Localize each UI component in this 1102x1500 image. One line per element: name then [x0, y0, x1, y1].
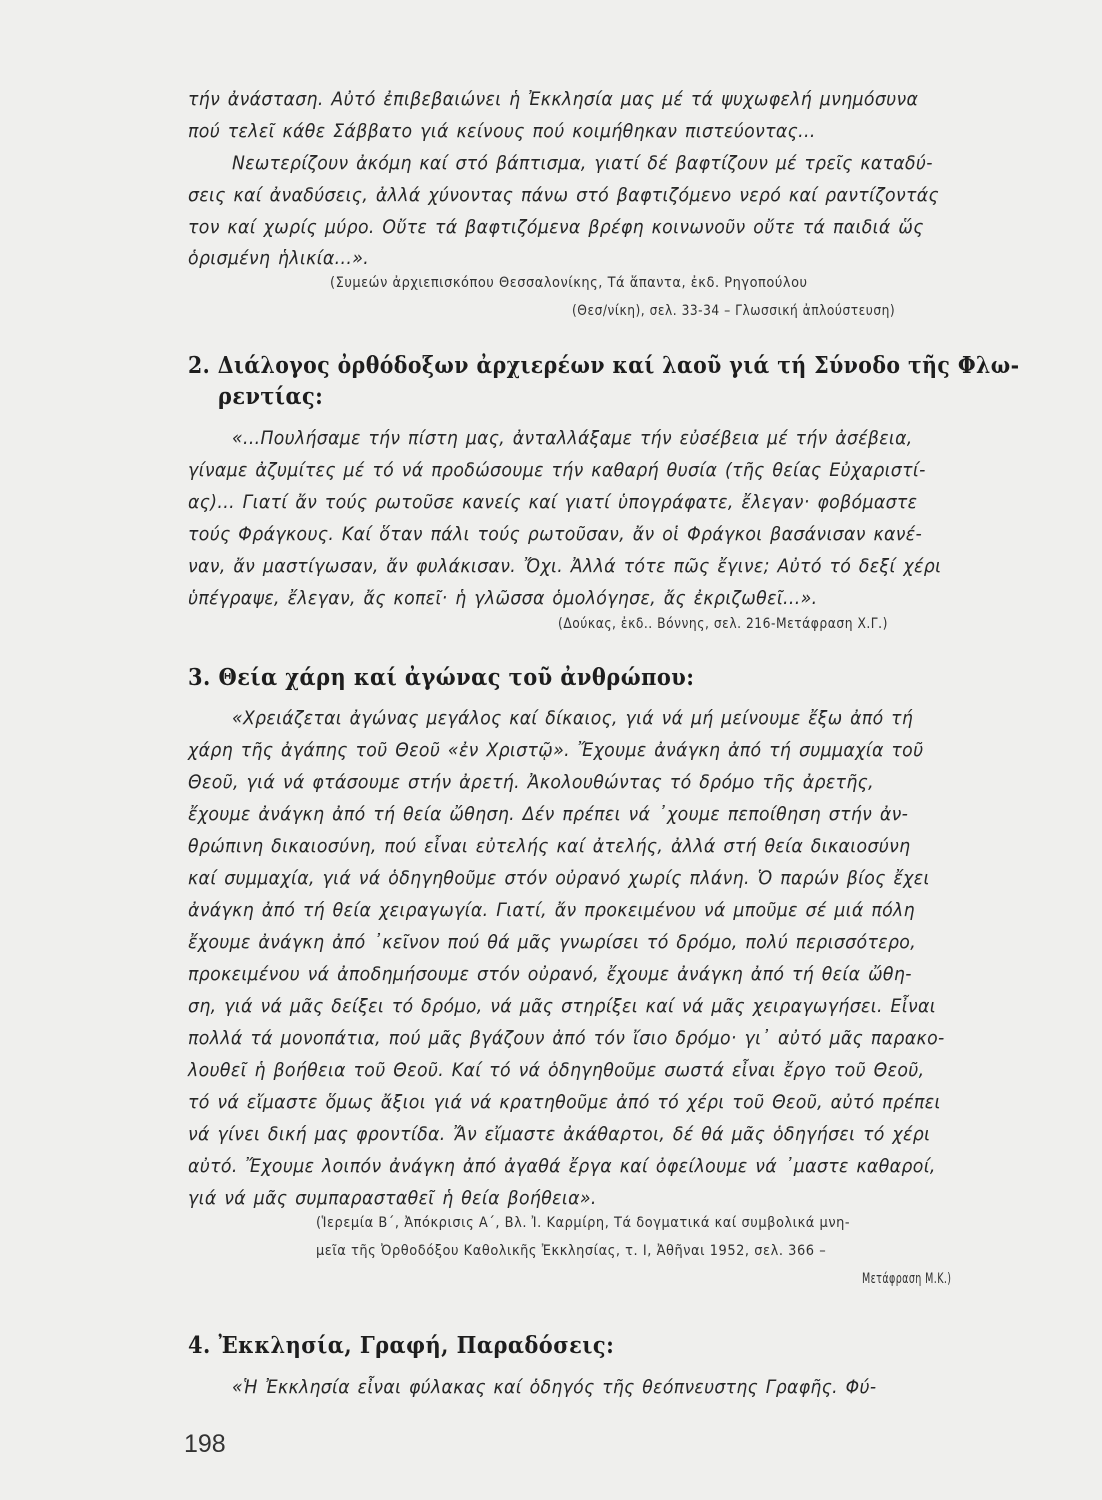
- body-text-line: νά γίνει δική μας φροντίδα. Ἄν εἴμαστε ἀκάθαρτοι, δέ θά μᾶς ὁδηγήσει τό χέρι: [188, 1123, 931, 1145]
- section-heading: 2. Διάλογος ὀρθόδοξων ἀρχιερέων καί λαοῦ γιά τή Σύνοδο τῆς Φλω-: [188, 352, 1020, 379]
- body-text-line: ας)... Γιατί ἄν τούς ρωτοῦσε κανείς καί γιατί ὑπογράφατε, ἔλεγαν· φοβόμαστε: [188, 491, 918, 513]
- body-text-line: καί συμμαχία, γιά νά ὁδηγηθοῦμε στόν οὐρανό χωρίς πλάνη. Ὁ παρών βίος ἔχει: [188, 867, 930, 889]
- body-text-line: προκειμένου νά ἀποδημήσουμε στόν οὐρανό, ἔχουμε ἀνάγκη ἀπό τή θεία ὤθη-: [188, 963, 912, 985]
- body-text-line: σεις καί ἀναδύσεις, ἀλλά χύνοντας πάνω στό βαφτιζόμενο νερό καί ραντίζοντάς: [188, 184, 940, 206]
- body-text-line: χάρη τῆς ἀγάπης τοῦ Θεοῦ «ἐν Χριστῷ». Ἔχουμε ἀνάγκη ἀπό τή συμμαχία τοῦ: [188, 739, 924, 761]
- body-text-line: τον καί χωρίς μύρο. Οὔτε τά βαφτιζόμενα βρέφη κοινωνοῦν οὔτε τά παιδιά ὥς: [188, 216, 924, 238]
- body-text-line: αὐτό. Ἔχουμε λοιπόν ἀνάγκη ἀπό ἀγαθά ἔργα καί ὀφείλουμε νά ᾽μαστε καθαροί,: [188, 1155, 936, 1177]
- body-text-line: ὁρισμένη ἡλικία...».: [188, 247, 370, 269]
- body-text-line: τούς Φράγκους. Καί ὅταν πάλι τούς ρωτοῦσαν, ἄν οἱ Φράγκοι βασάνισαν κανέ-: [188, 523, 923, 545]
- source-citation-line: (Δούκας, ἐκδ.. Βόννης, σελ. 216-Μετάφραση Χ.Γ.): [558, 616, 888, 632]
- body-text-line: λουθεῖ ἡ βοήθεια τοῦ Θεοῦ. Καί τό νά ὁδηγηθοῦμε σωστά εἶναι ἔργο τοῦ Θεοῦ,: [188, 1059, 925, 1081]
- body-text-line: «...Πουλήσαμε τήν πίστη μας, ἀνταλλάξαμε τήν εὐσέβεια μέ τήν ἀσέβεια,: [232, 427, 913, 449]
- body-text-line: ἔχουμε ἀνάγκη ἀπό ᾽κεῖνον πού θά μᾶς γνωρίσει τό δρόμο, πολύ περισσότερο,: [188, 931, 917, 953]
- source-citation-line: (Συμεών ἀρχιεπισκόπου Θεσσαλονίκης, Τά ἅπαντα, ἐκδ. Ρηγοπούλου: [330, 275, 808, 291]
- body-text-line: ση, γιά νά μᾶς δείξει τό δρόμο, νά μᾶς στηρίξει καί νά μᾶς χειραγωγήσει. Εἶναι: [188, 995, 937, 1017]
- section-heading: 4. Ἐκκλησία, Γραφή, Παραδόσεις:: [188, 1332, 615, 1359]
- body-text-line: θρώπινη δικαιοσύνη, πού εἶναι εὐτελής καί ἀτελής, ἀλλά στή θεία δικαιοσύνη: [188, 835, 911, 857]
- body-text-line: ὑπέγραψε, ἔλεγαν, ἄς κοπεῖ· ἡ γλῶσσα ὁμολόγησε, ἄς ἐκριζωθεῖ...».: [188, 587, 818, 609]
- body-text-line: πού τελεῖ κάθε Σάββατο γιά κείνους πού κοιμήθηκαν πιστεύοντας...: [188, 120, 816, 142]
- body-text-line: τήν ἀνάσταση. Αὐτό ἐπιβεβαιώνει ἡ Ἐκκλησία μας μέ τά ψυχωφελή μνημόσυνα: [188, 88, 919, 110]
- body-text-line: «Χρειάζεται ἀγώνας μεγάλος καί δίκαιος, γιά νά μή μείνουμε ἔξω ἀπό τή: [232, 707, 914, 729]
- section-heading: 3. Θεία χάρη καί ἀγώνας τοῦ ἀνθρώπου:: [188, 664, 695, 691]
- page-number: 198: [184, 1430, 226, 1458]
- body-text-line: ναν, ἄν μαστίγωσαν, ἄν φυλάκισαν. Ὄχι. Ἀλλά τότε πῶς ἔγινε; Αὐτό τό δεξί χέρι: [188, 555, 942, 577]
- body-text-line: γιά νά μᾶς συμπαρασταθεῖ ἡ θεία βοήθεια».: [188, 1187, 597, 1209]
- source-citation-line: Μετάφραση Μ.Κ.): [862, 1271, 952, 1287]
- body-text-line: τό νά εἴμαστε ὅμως ἄξιοι γιά νά κρατηθοῦμε ἀπό τό χέρι τοῦ Θεοῦ, αὐτό πρέπει: [188, 1091, 941, 1113]
- source-citation-line: μεῖα τῆς Ὀρθοδόξου Καθολικῆς Ἐκκλησίας, τ. Ι, Ἀθῆναι 1952, σελ. 366 –: [316, 1243, 827, 1259]
- body-text-line: γίναμε ἀζυμίτες μέ τό νά προδώσουμε τήν καθαρή θυσία (τῆς θείας Εὐχαριστί-: [188, 459, 926, 481]
- body-text-line: Νεωτερίζουν ἀκόμη καί στό βάπτισμα, γιατί δέ βαφτίζουν μέ τρεῖς καταδύ-: [232, 152, 933, 174]
- body-text-line: ἀνάγκη ἀπό τή θεία χειραγωγία. Γιατί, ἄν προκειμένου νά μποῦμε σέ μιά πόλη: [188, 899, 915, 921]
- section-heading: ρεντίας:: [218, 383, 324, 410]
- source-citation-line: (Θεσ/νίκη), σελ. 33-34 – Γλωσσική ἀπλούστευση): [572, 303, 896, 319]
- body-text-line: «Ἡ Ἐκκλησία εἶναι φύλακας καί ὁδηγός τῆς θεόπνευστης Γραφῆς. Φύ-: [232, 1376, 877, 1398]
- body-text-line: Θεοῦ, γιά νά φτάσουμε στήν ἀρετή. Ἀκολουθώντας τό δρόμο τῆς ἀρετῆς,: [188, 771, 875, 793]
- body-text-line: πολλά τά μονοπάτια, πού μᾶς βγάζουν ἀπό τόν ἴσιο δρόμο· γι᾽ αὐτό μᾶς παρακο-: [188, 1027, 945, 1049]
- body-text-line: ἔχουμε ἀνάγκη ἀπό τή θεία ὤθηση. Δέν πρέπει νά ᾽χουμε πεποίθηση στήν ἀν-: [188, 803, 909, 825]
- source-citation-line: (Ἱερεμία Β΄, Ἀπόκρισις Α΄, Βλ. Ἰ. Καρμίρη, Τά δογματικά καί συμβολικά μνη-: [316, 1215, 851, 1231]
